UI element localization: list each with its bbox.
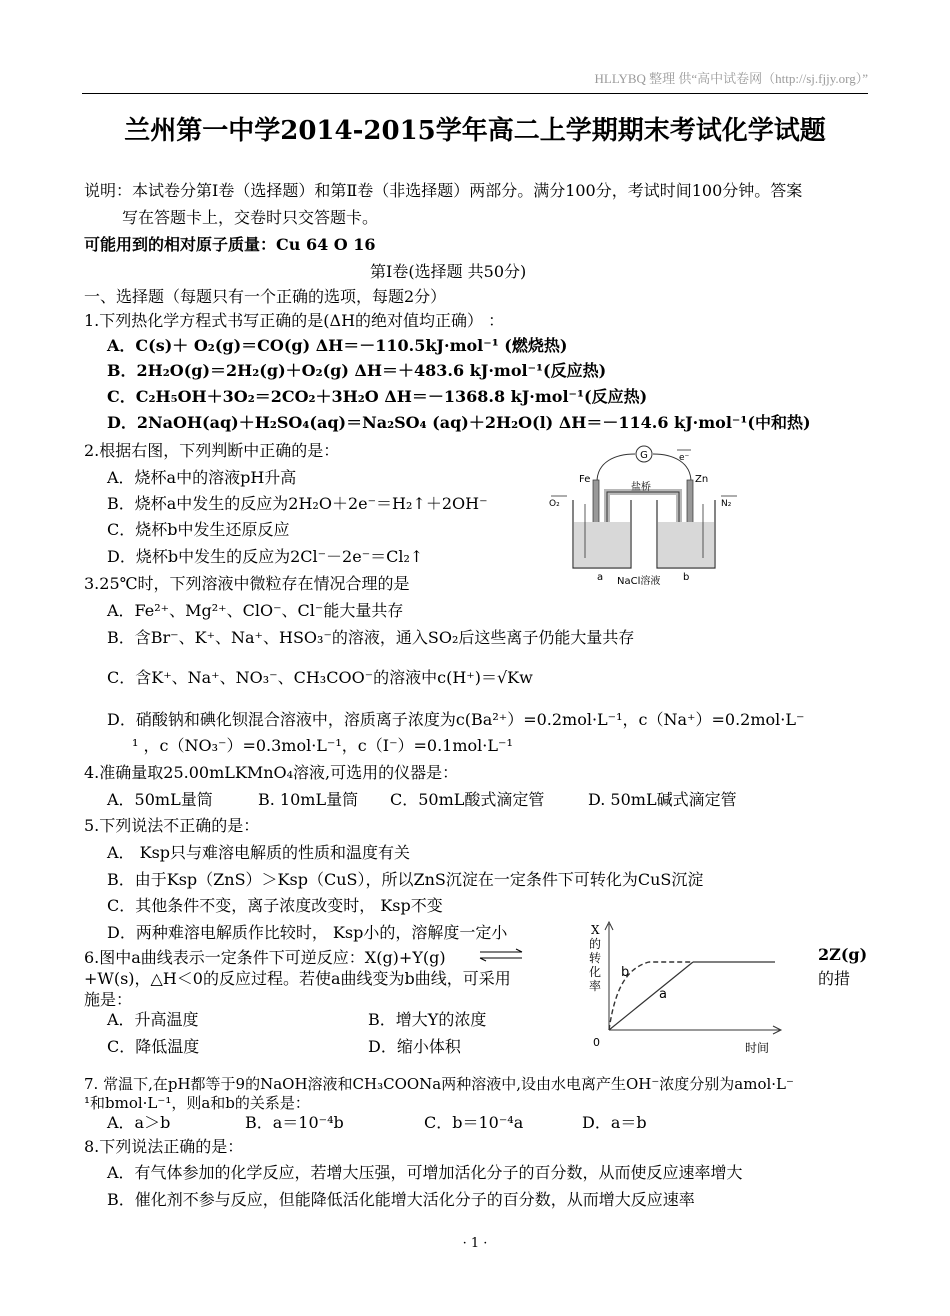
source-note: HLLYBQ 整理 供“高中试卷网（http://sj.fjjy.org）”	[594, 71, 868, 86]
instructions-line2: 写在答题卡上，交卷时只交答题卡。	[122, 208, 379, 227]
fe-electrode-label: Fe	[579, 474, 591, 485]
y-axis-label-5: 率	[589, 979, 602, 993]
instructions-line1: 说明：本试卷分第Ⅰ卷（选择题）和第Ⅱ卷（非选择题）两部分。满分100分，考试时间100分钟。答案	[84, 181, 803, 200]
galvanic-cell-figure	[545, 440, 745, 590]
q4-option-a: A．50mL量筒	[107, 790, 213, 809]
q4-stem: 4.准确量取25.00mLKMnO₄溶液,可选用的仪器是：	[84, 763, 459, 782]
atomic-mass-line: 可能用到的相对原子质量：Cu 64 O 16	[84, 235, 376, 254]
q6-stem-part4: 的措	[818, 969, 851, 988]
y-axis-label-4: 化	[589, 965, 602, 979]
q2-option-c: C．烧杯b中发生还原反应	[107, 520, 290, 539]
header-rule	[82, 93, 868, 94]
q3-option-c: C．含K⁺、Na⁺、NO₃⁻、CH₃COO⁻的溶液中c(H⁺)＝√Kw	[107, 668, 533, 687]
q5-option-c: C．其他条件不变，离子浓度改变时， Ksp不变	[107, 896, 443, 915]
q7-stem-line1: 7. 常温下,在pH都等于9的NaOH溶液和CH₃COONa两种溶液中,设由水电离产生OH⁻浓度分别为amol·L⁻	[84, 1075, 794, 1093]
q6-option-c: C．降低温度	[107, 1037, 200, 1056]
q1-option-c: C．C₂H₅OH＋3O₂＝2CO₂＋3H₂O ΔH＝－1368.8 kJ·mol⁻¹(反应热)	[107, 387, 648, 406]
q3-stem: 3.25℃时，下列溶液中微粒存在情况合理的是	[84, 574, 410, 593]
q6-option-a: A．升高温度	[107, 1010, 199, 1029]
part1-heading: 第Ⅰ卷(选择题 共50分)	[370, 262, 527, 281]
section1-heading: 一、选择题（每题只有一个正确的选项，每题2分）	[84, 287, 447, 306]
origin-label: 0	[593, 1036, 600, 1049]
q1-option-d: D．2NaOH(aq)＋H₂SO₄(aq)＝Na₂SO₄ (aq)＋2H₂O(l) ΔH＝－114.6 kJ·mol⁻¹(中和热)	[107, 413, 811, 432]
conversion-time-figure	[585, 918, 790, 1058]
q2-stem: 2.根据右图，下列判断中正确的是：	[84, 441, 340, 460]
beaker-a-label: a	[597, 572, 604, 583]
y-axis-label-1: X	[591, 923, 600, 937]
q3-option-d: D．硝酸钠和碘化钡混合溶液中，溶质离子浓度为c(Ba²⁺）=0.2mol·L⁻¹，c（Na⁺）=0.2mol·L⁻	[107, 710, 805, 729]
q3-option-b: B．含Br⁻、K⁺、Na⁺、HSO₃⁻的溶液，通入SO₂后这些离子仍能大量共存	[107, 628, 635, 647]
q5-option-a: A． Ksp只与难溶电解质的性质和温度有关	[107, 843, 411, 862]
galvanometer-label: G	[640, 450, 648, 461]
exam-title: 兰州第一中学2014-2015学年高二上学期期末考试化学试题	[124, 116, 826, 146]
q6-stem-part5: 施是：	[84, 990, 133, 1009]
salt-bridge-label: 盐桥	[631, 482, 651, 493]
x-axis-label: 时间	[745, 1041, 770, 1055]
curve-b-label: b	[621, 965, 630, 980]
curve-a-label: a	[659, 987, 667, 1002]
q4-option-c: C．50mL酸式滴定管	[390, 790, 545, 809]
y-axis-label-2: 的	[589, 937, 602, 951]
q1-option-a: A．C(s)＋ O₂(g)＝CO(g) ΔH＝－110.5kJ·mol⁻¹ (燃烧热)	[107, 336, 568, 355]
q4-option-d: D. 50mL碱式滴定管	[588, 790, 737, 809]
q7-option-c: C．b＝10⁻⁴a	[424, 1113, 524, 1132]
q3-option-d-cont: ¹ ，c（NO₃⁻）=0.3mol·L⁻¹，c（I⁻）=0.1mol·L⁻¹	[132, 736, 513, 755]
nacl-solution-label: NaCl溶液	[617, 576, 661, 587]
q1-option-b: B．2H₂O(g)＝2H₂(g)＋O₂(g) ΔH＝＋483.6 kJ·mol⁻¹(反应热)	[107, 361, 607, 380]
q1-stem: 1.下列热化学方程式书写正确的是(ΔH的绝对值均正确） ：	[84, 311, 505, 330]
q5-option-d: D．两种难溶电解质作比较时， Ksp小的，溶解度一定小	[107, 923, 508, 942]
zn-electrode-label: Zn	[695, 474, 709, 485]
q7-option-a: A．a＞b	[107, 1113, 171, 1132]
y-axis-label-3: 转	[589, 951, 602, 965]
equilibrium-arrow-icon	[478, 948, 524, 962]
q7-option-b: B．a＝10⁻⁴b	[245, 1113, 344, 1132]
q8-option-b: B．催化剂不参与反应，但能降低活化能增大活化分子的百分数，从而增大反应速率	[107, 1190, 695, 1209]
page-number: · 1 ·	[462, 1236, 488, 1251]
q7-option-d: D．a＝b	[582, 1113, 647, 1132]
q7-stem-line2: ¹和bmol·L⁻¹，则a和b的关系是：	[84, 1094, 310, 1112]
q6-stem-part1: 6.图中a曲线表示一定条件下可逆反应：X(g)+Y(g)	[84, 948, 446, 967]
beaker-b-label: b	[683, 572, 690, 583]
q6-stem-part2: 2Z(g)	[818, 945, 868, 964]
q6-option-b: B．增大Y的浓度	[368, 1010, 487, 1029]
q8-option-a: A．有气体参加的化学反应，若增大压强，可增加活化分子的百分数，从而使反应速率增大	[107, 1163, 743, 1182]
q6-stem-part3: +W(s)，△H＜0的反应过程。若使a曲线变为b曲线，可采用	[84, 969, 511, 988]
q8-stem: 8.下列说法正确的是：	[84, 1137, 244, 1156]
n2-label: N₂	[721, 499, 732, 509]
q5-option-b: B．由于Ksp（ZnS）＞Ksp（CuS），所以ZnS沉淀在一定条件下可转化为CuS沉淀	[107, 870, 704, 889]
q6-option-d: D．缩小体积	[368, 1037, 461, 1056]
q5-stem: 5.下列说法不正确的是：	[84, 816, 260, 835]
o2-label: O₂	[549, 499, 560, 509]
q2-option-d: D．烧杯b中发生的反应为2Cl⁻－2e⁻＝Cl₂↑	[107, 547, 424, 566]
electron-label: e⁻	[679, 453, 690, 463]
q2-option-b: B．烧杯a中发生的反应为2H₂O＋2e⁻＝H₂↑＋2OH⁻	[107, 494, 488, 513]
q3-option-a: A．Fe²⁺、Mg²⁺、ClO⁻、Cl⁻能大量共存	[107, 601, 404, 620]
q4-option-b: B. 10mL量筒	[258, 790, 359, 809]
q2-option-a: A．烧杯a中的溶液pH升高	[107, 468, 297, 487]
